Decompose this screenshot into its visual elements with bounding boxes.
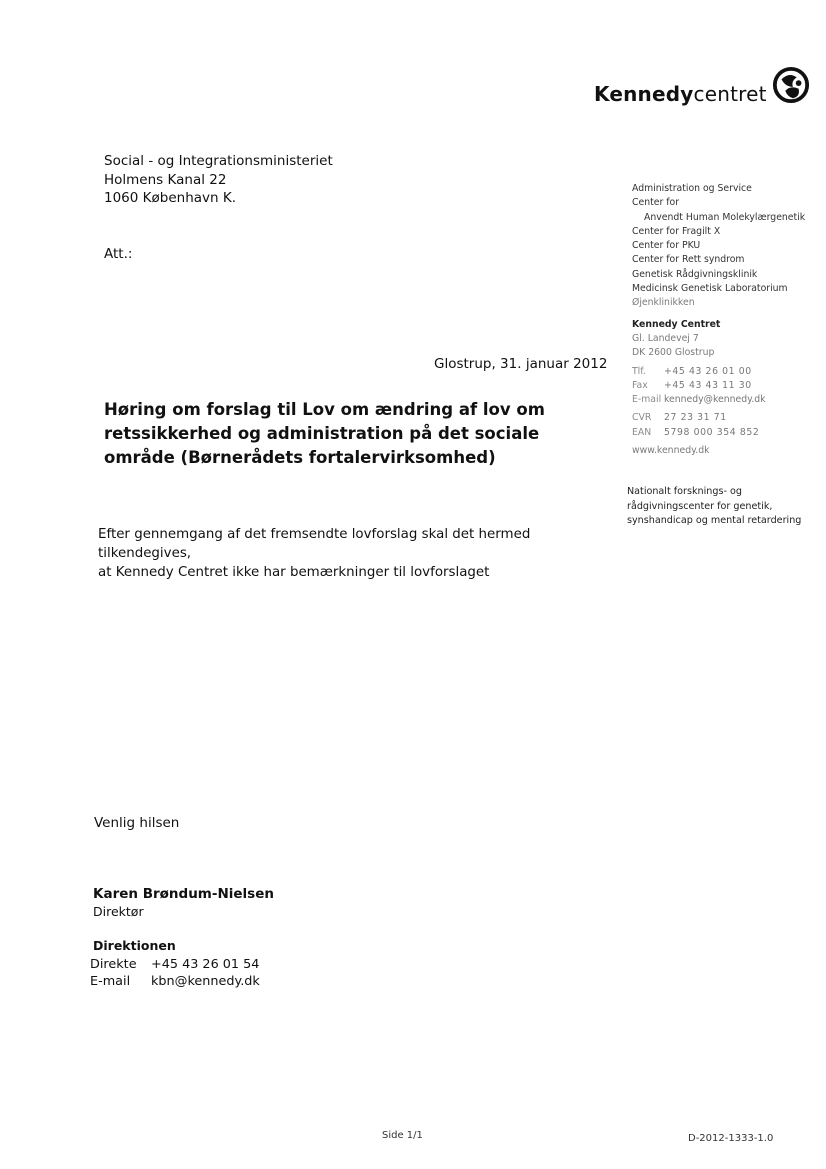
tagline-line: Nationalt forsknings- og (627, 486, 742, 497)
signer-contact-row (90, 956, 260, 973)
id-value: 27 23 31 71 (664, 412, 727, 424)
body-line: Efter gennemgang af det fremsendte lovforslag skal det hermed tilkendegives, (98, 527, 531, 561)
department-item: Center for (632, 197, 680, 209)
letterhead-tagline (627, 485, 801, 529)
department-item: Øjenklinikken (632, 297, 695, 309)
recipient-address (104, 152, 333, 208)
letter-date: Glostrup, 31. januar 2012 (434, 356, 608, 372)
letter-subject: Høring om forslag til Lov om ændring af lov om retssikkerhed og administration på det sociale område (Børnerådets fortalervirksomhed) (104, 400, 545, 467)
recipient-line: 1060 København K. (104, 190, 237, 206)
contact-value: +45 43 26 01 00 (664, 365, 752, 377)
recipient-line: Social - og Integrationsministeriet (104, 153, 333, 169)
id-value: 5798 000 354 852 (664, 426, 760, 438)
signer-contact-value: +45 43 26 01 54 (151, 957, 260, 972)
contact-key: Fax (632, 379, 648, 391)
logo-wordmark: Kennedycentret (594, 82, 767, 106)
signer-contact-value: kbn@kennedy.dk (151, 974, 260, 989)
department-name: Direktionen (93, 938, 176, 953)
signer-title: Direktør (93, 904, 144, 919)
id-key: EAN (632, 426, 652, 438)
signer-name: Karen Brøndum-Nielsen (93, 886, 274, 902)
body-line: at Kennedy Centret ikke har bemærkninger til lovforslaget (98, 565, 490, 580)
website: www.kennedy.dk (632, 445, 710, 457)
id-key: CVR (632, 412, 652, 424)
attention-line: Att.: (104, 246, 133, 262)
contact-value: +45 43 43 11 30 (664, 379, 752, 391)
signer-contact-row (90, 973, 260, 990)
department-item: Center for PKU (632, 240, 701, 252)
department-item: Genetisk Rådgivningsklinik (632, 268, 758, 280)
signer-contact-key: Direkte (90, 957, 137, 972)
page-number: Side 1/1 (382, 1130, 423, 1141)
department-item: Center for Rett syndrom (632, 254, 745, 266)
tagline-line: synshandicap og mental retardering (627, 515, 802, 526)
document-reference: D-2012-1333-1.0 (688, 1133, 774, 1144)
kennedy-logo-icon (772, 66, 810, 104)
closing-greeting: Venlig hilsen (94, 815, 180, 831)
address-line: Gl. Landevej 7 (632, 332, 699, 344)
contact-key: E-mail (632, 394, 662, 406)
signer-contacts (90, 956, 260, 990)
contact-value: kennedy@kennedy.dk (664, 394, 766, 406)
department-item: Administration og Service (632, 183, 752, 194)
contact-row (632, 365, 805, 379)
letterhead-sidebar (632, 182, 805, 458)
letter-body (98, 525, 598, 582)
department-item: Anvendt Human Molekylærgenetik (644, 211, 806, 223)
tagline-line: rådgivningscenter for genetik, (627, 500, 773, 512)
address-line: DK 2600 Glostrup (632, 347, 715, 359)
id-row (632, 411, 805, 425)
contact-key: Tlf. (632, 365, 646, 377)
signer-contact-key: E-mail (90, 974, 131, 989)
department-item: Center for Fragilt X (632, 225, 721, 237)
contact-row (632, 379, 805, 393)
id-row (632, 426, 805, 440)
department-item: Medicinsk Genetisk Laboratorium (632, 283, 788, 295)
org-name: Kennedy Centret (632, 318, 721, 330)
contact-row (632, 393, 805, 407)
recipient-line: Holmens Kanal 22 (104, 171, 227, 188)
